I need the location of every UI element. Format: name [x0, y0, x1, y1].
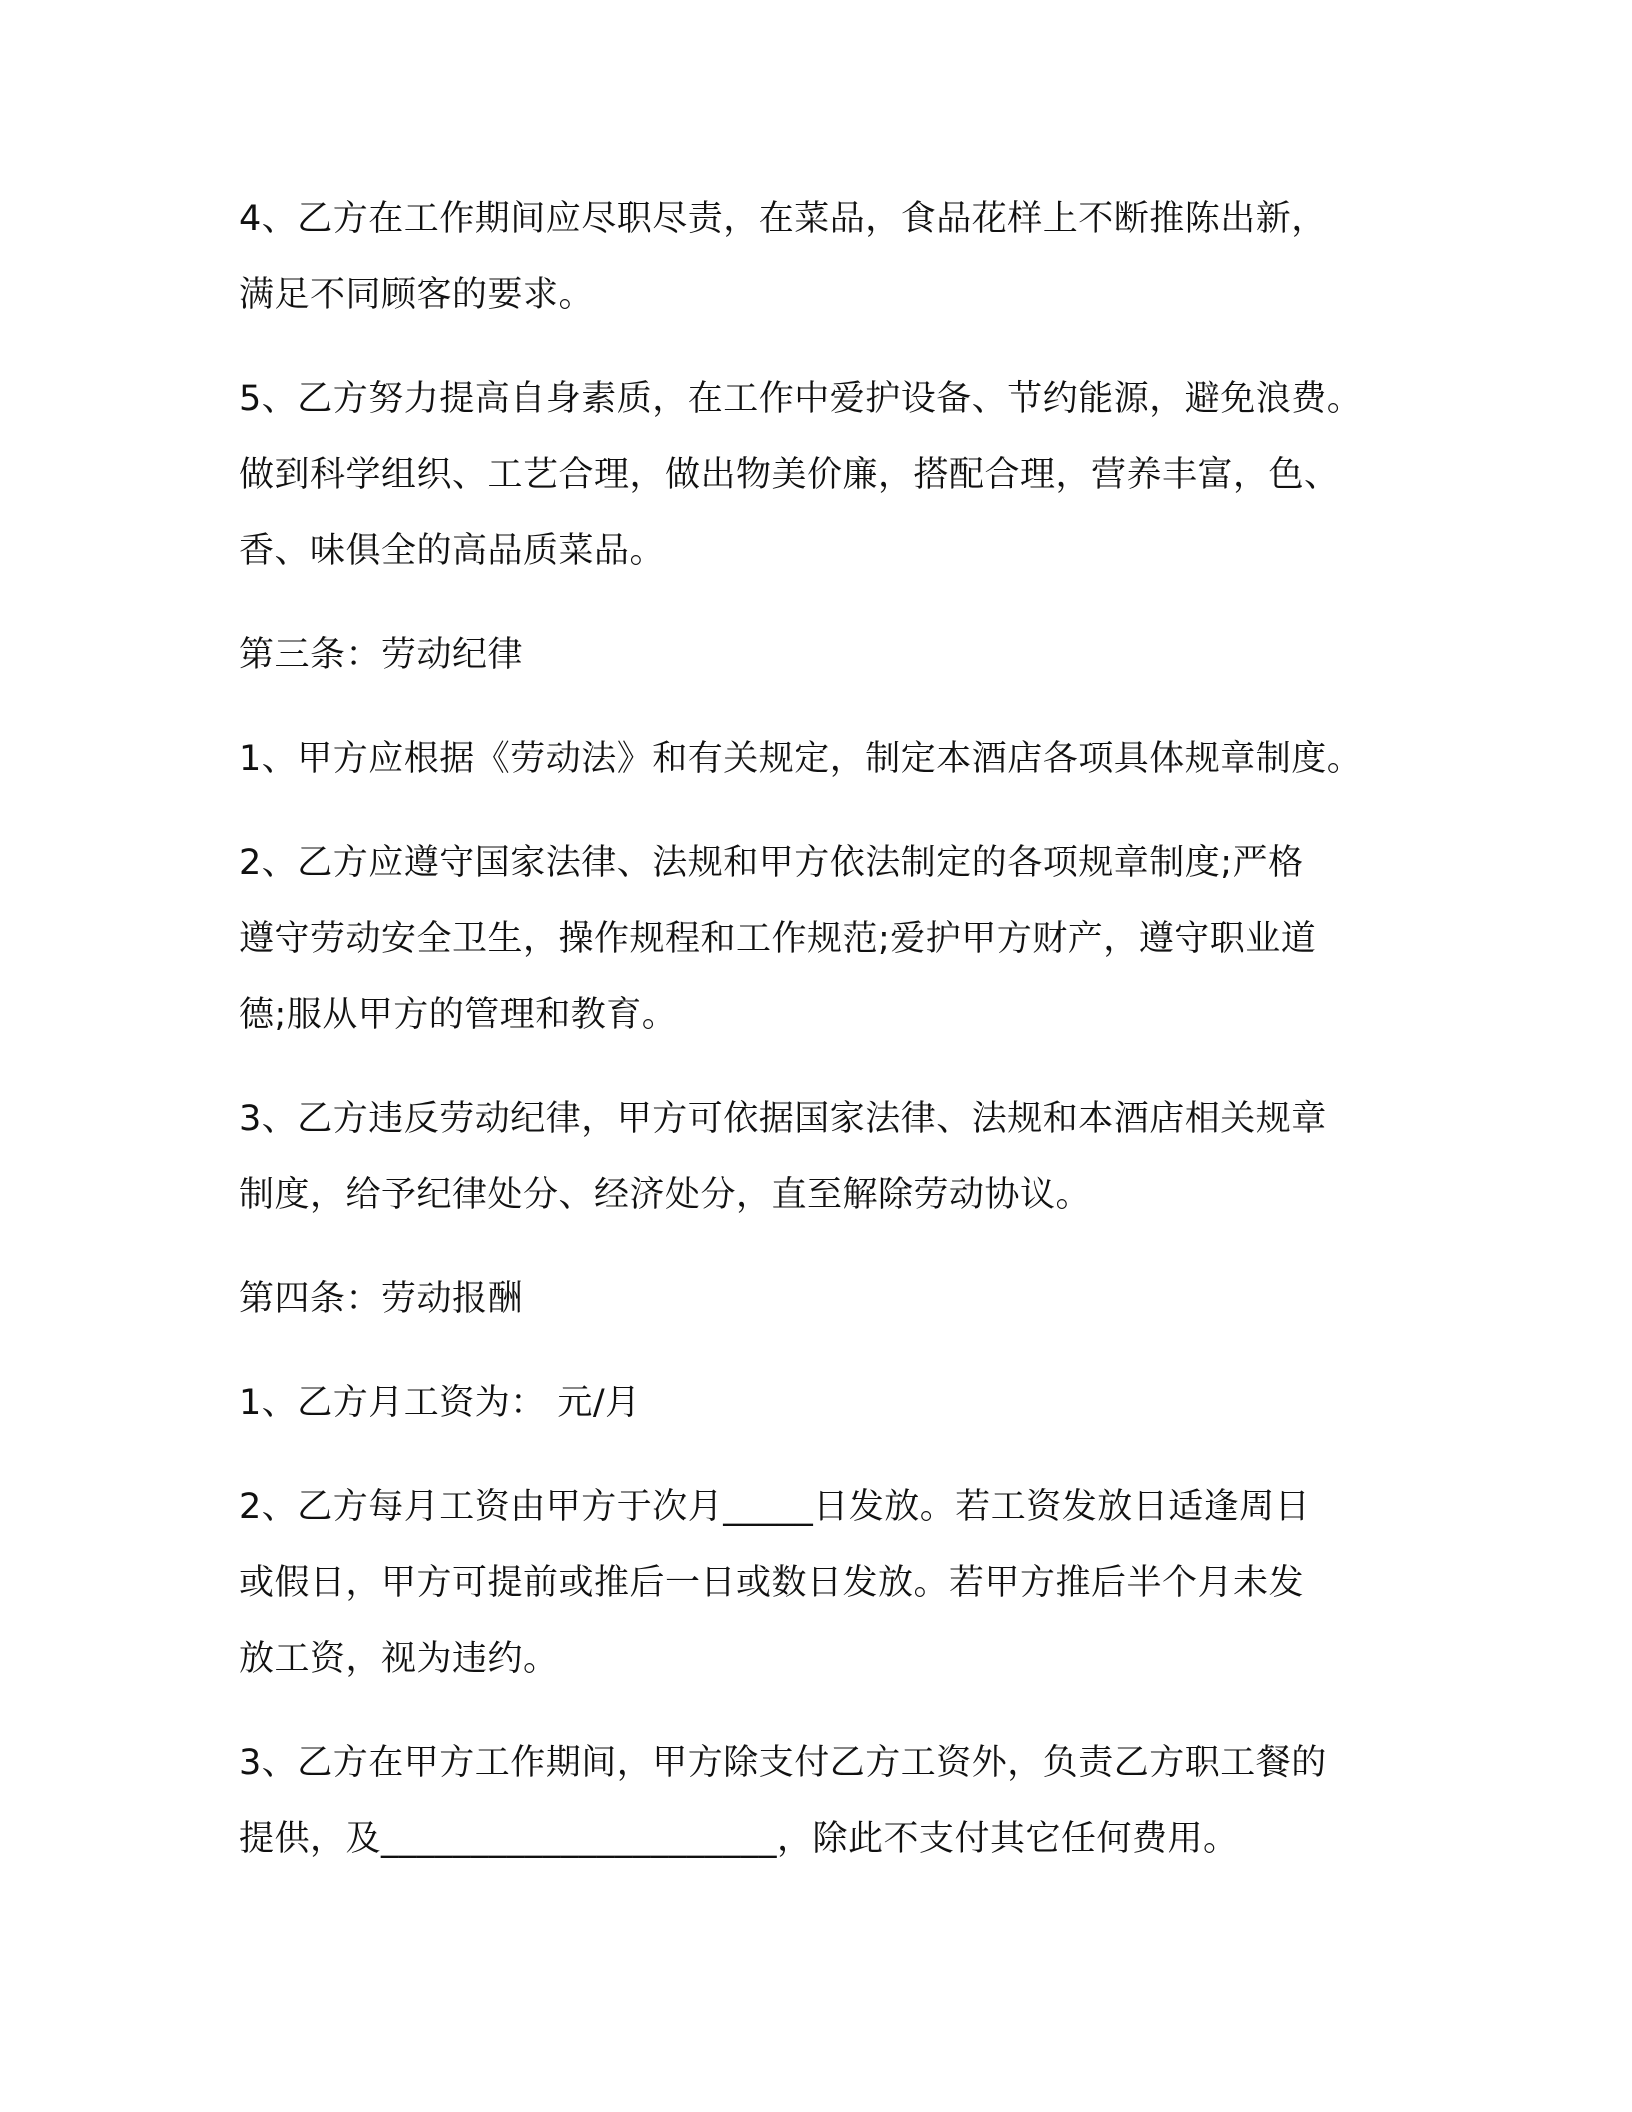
clause-3-item-2-line-1: 2、乙方应遵守国家法律、法规和甲方依法制定的各项规章制度;严格	[239, 843, 1304, 883]
section-heading-clause-4: 第四条：劳动报酬	[239, 1279, 524, 1319]
clause-2-item-5-line-3: 香、味俱全的高品质菜品。	[239, 531, 666, 571]
clause-3-item-3-line-2: 制度，给予纪律处分、经济处分，直至解除劳动协议。	[239, 1175, 1092, 1215]
clause-2-item-5-line-1: 5、乙方努力提高自身素质，在工作中爱护设备、节约能源，避免浪费。	[239, 379, 1363, 419]
clause-4-item-2-line-1: 2、乙方每月工资由甲方于次月_____日发放。若工资发放日适逢周日	[239, 1487, 1311, 1527]
clause-3-item-2-line-2: 遵守劳动安全卫生，操作规程和工作规范;爱护甲方财产，遵守职业道	[239, 919, 1317, 959]
section-heading-clause-3: 第三条：劳动纪律	[239, 635, 524, 675]
clause-4-item-3-line-1: 3、乙方在甲方工作期间，甲方除支付乙方工资外，负责乙方职工餐的	[239, 1743, 1327, 1783]
clause-4-item-1-line-1: 1、乙方月工资为： 元/月	[239, 1383, 641, 1423]
clause-2-item-4-line-2: 满足不同顾客的要求。	[239, 275, 595, 315]
clause-4-item-2-line-2: 或假日，甲方可提前或推后一日或数日发放。若甲方推后半个月未发	[239, 1563, 1305, 1603]
clause-3-item-3-line-1: 3、乙方违反劳动纪律，甲方可依据国家法律、法规和本酒店相关规章	[239, 1099, 1327, 1139]
clause-2-item-5-line-2: 做到科学组织、工艺合理，做出物美价廉，搭配合理，营养丰富，色、	[239, 455, 1340, 495]
clause-4-item-2-line-3: 放工资，视为违约。	[239, 1639, 559, 1679]
clause-3-item-1-line-1: 1、甲方应根据《劳动法》和有关规定，制定本酒店各项具体规章制度。	[239, 739, 1363, 779]
clause-2-item-4-line-1: 4、乙方在工作期间应尽职尽责，在菜品，食品花样上不断推陈出新，	[239, 199, 1327, 239]
clause-3-item-2-line-3: 德;服从甲方的管理和教育。	[239, 995, 678, 1035]
clause-4-item-3-line-2: 提供，及______________________，除此不支付其它任何费用。	[239, 1819, 1239, 1859]
